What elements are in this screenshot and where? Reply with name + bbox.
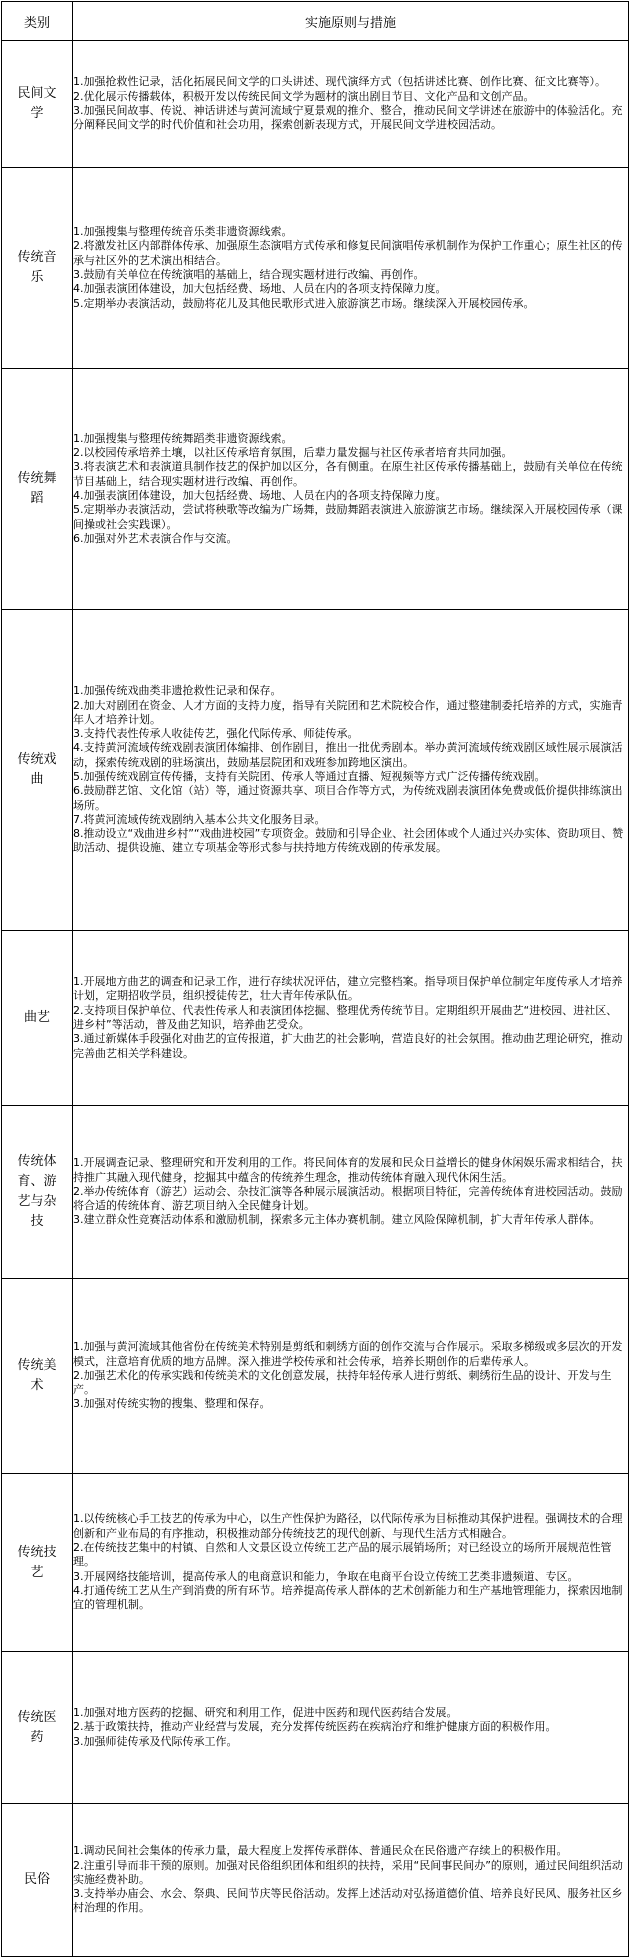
table-row — [2, 168, 629, 369]
table-row — [2, 931, 629, 1106]
measures-table — [1, 1, 629, 1957]
table-row — [2, 1279, 629, 1474]
table-row — [2, 1804, 629, 1957]
category-label: 民俗 — [23, 1872, 50, 1887]
measure-item: 4.打通传统工艺从生产到消费的所有环节。培养提高传承人群体的艺术创新能力和生产基地管理能力，探索因地制宜的管理机制。 — [73, 1583, 623, 1612]
category-label: 曲艺 — [23, 1010, 50, 1025]
category-label: 传统美术 — [17, 1358, 57, 1393]
measure-item: 2.支持项目保护单位、代表性传承人和表演团体挖掘、整理优秀传统节目。定期组织开展曲艺“进校园、进社区、进乡村”等活动，普及曲艺知识，培养曲艺受众。 — [73, 1003, 618, 1031]
category-cell — [2, 369, 73, 610]
measure-item: 1.加强对地方医药的挖掘、研究和利用工作，促进中医药和现代医药结合发展。 — [73, 1706, 458, 1720]
measure-item: 1.开展地方曲艺的调查和记录工作，进行存续状况评估，建立完整档案。指导项目保护单位制定年度传承人才培养计划，定期招收学员，组织授徒传艺，壮大青年传承队伍。 — [73, 975, 623, 1003]
table-row — [2, 1652, 629, 1804]
measure-item: 1.加强搜集与整理传统舞蹈类非遗资源线索。 — [73, 431, 293, 445]
measure-item: 6.鼓励群艺馆、文化馆（站）等，通过资源共享、项目合作等方式，为传统戏剧表演团体免费或低价提供排练演出场所。 — [73, 784, 623, 812]
category-label: 传统医药 — [17, 1709, 57, 1745]
measure-item: 2.以校园传承培养土壤，以社区传承培育氛围，后辈力量发掘与社区传承者培育共同加强。 — [73, 446, 513, 460]
measure-item: 3.通过新媒体手段强化对曲艺的宣传报道，扩大曲艺的社会影响，营造良好的社会氛围。推动曲艺理论研究，推动完善曲艺相关学科建设。 — [73, 1032, 623, 1060]
measures-cell — [73, 41, 629, 168]
measure-item: 7.将黄河流域传统戏剧纳入基本公共文化服务目录。 — [73, 812, 326, 826]
category-label: 传统技艺 — [17, 1544, 57, 1580]
measure-item: 1.开展调查记录、整理研究和开发利用的工作。将民间体育的发展和民众日益增长的健身休闲娱乐需求相结合，扶持推广其融入现代健身，挖掘其中蕴含的传统养生理念，推动传统体育融入现代休闲生活。 — [73, 1156, 623, 1184]
measure-item: 2.举办传统体育（游艺）运动会、杂技汇演等各种展示展演活动。根据项目特征，完善传统体育进校园活动。鼓励将合适的传统体育、游艺项目纳入全民健身计划。 — [73, 1184, 623, 1213]
category-label: 传统戏曲 — [17, 752, 57, 787]
measures-cell — [73, 1279, 629, 1474]
category-cell — [2, 1106, 73, 1279]
measure-item: 2.基于政策扶持，推动产业经营与发展，充分发挥传统医药在疾病治疗和维护健康方面的积极作用。 — [73, 1720, 557, 1734]
table-row — [2, 610, 629, 931]
header-measures: 实施原则与措施 — [73, 2, 629, 41]
table-row — [2, 1474, 629, 1652]
measure-item: 5.定期举办表演活动，尝试将秧歌等改编为广场舞，鼓励舞蹈表演进入旅游演艺市场。继续深入开展校园传承（课间操或社会实践课）。 — [73, 503, 623, 531]
header-row — [2, 2, 629, 41]
category-label: 传统音乐 — [17, 250, 57, 285]
measure-item: 3.加强对传统实物的搜集、整理和保存。 — [73, 1397, 271, 1411]
category-cell — [2, 1652, 73, 1804]
measure-item: 1.调动民间社会集体的传承力量，最大程度上发挥传承群体、普通民众在民俗遗产存续上的积极作用。 — [73, 1844, 568, 1858]
measure-item: 3.支持举办庙会、水会、祭典、民间节庆等民俗活动。发挥上述活动对弘扬道德价值、培养良好民风、服务社区乡村治理的作用。 — [73, 1887, 623, 1915]
category-cell — [2, 1474, 73, 1652]
measure-item: 2.优化展示传播载体，积极开发以传统民间文学为题材的演出剧目节目、文化产品和文创产品。 — [73, 89, 535, 103]
measure-item: 1.加强抢救性记录，活化拓展民间文学的口头讲述、现代演绎方式（包括讲述比赛、创作比赛、征文比赛等）。 — [73, 75, 606, 89]
measure-item: 4.加强表演团体建设，加大包括经费、场地、人员在内的各项支持保障力度。 — [73, 489, 447, 502]
measure-item: 8.推动设立“戏曲进乡村”“戏曲进校园”专项资金。鼓励和引导企业、社会团体或个人通过兴办实体、资助项目、赞助活动、提供设施、建立专项基金等形式参与扶持地方传统戏剧的传承发展。 — [73, 827, 624, 855]
measure-item: 2.在传统技艺集中的村镇、自然和人文景区设立传统工艺产品的展示展销场所；对已经设立的场所开展规范性管理。 — [73, 1541, 612, 1569]
measure-item: 1.加强搜集与整理传统音乐类非遗资源线索。 — [73, 225, 293, 239]
measure-item: 3.加强民间故事、传说、神话讲述与黄河流域宁夏景观的推介、整合，推动民间文学讲述在旅游中的体验活化。充分阐释民间文学的时代价值和社会功用，探索创新表现方式，开展民间文学进校园活动。 — [73, 104, 623, 132]
measure-item: 2.注重引导而非干预的原则。加强对民俗组织团体和组织的扶持，采用“民间事民间办”的原则，通过民间组织活动实施经费补助。 — [73, 1858, 623, 1886]
measures-cell — [73, 1474, 629, 1652]
measures-cell — [73, 1106, 629, 1279]
category-cell — [2, 1804, 73, 1957]
measure-item: 2.将激发社区内部群体传承、加强原生态演唱方式传承和修复民间演唱传承机制作为保护工作重心；原生社区的传承与社区外的艺术演出相结合。 — [73, 239, 623, 267]
measure-item: 3.鼓励有关单位在传统演唱的基础上，结合现实题材进行改编、再创作。 — [73, 268, 425, 281]
category-label: 民间文学 — [17, 86, 57, 121]
measure-item: 4.支持黄河流域传统戏剧表演团体编排、创作剧目，推出一批优秀剧本。举办黄河流域传统戏剧区域性展示展演活动，探索传统戏剧的驻场演出，鼓励基层院团和戏班参加跨地区演出。 — [73, 741, 623, 769]
measure-item: 3.支持代表性传承人收徒传艺，强化代际传承、师徒传承。 — [73, 727, 359, 741]
category-cell — [2, 931, 73, 1106]
measure-item: 3.开展网络技能培训，提高传承人的电商意识和能力，争取在电商平台设立传统工艺类非遗频道、专区。 — [73, 1569, 579, 1583]
measure-item: 6.加强对外艺术表演合作与交流。 — [73, 531, 238, 545]
measure-item: 3.将表演艺术和表演道具制作技艺的保护加以区分，各有侧重。在原生社区传承传播基础上，鼓励有关单位在传统节目基础上，结合现实题材进行改编、再创作。 — [73, 460, 623, 488]
category-cell — [2, 168, 73, 369]
measure-item: 5.加强传统戏剧宣传传播，支持有关院团、传承人等通过直播、短视频等方式广泛传播传统戏剧。 — [73, 770, 546, 783]
measures-cell — [73, 168, 629, 369]
table-row — [2, 41, 629, 168]
measure-item: 2.加强艺术化的传承实践和传统美术的文化创意发展，扶持年轻传承人进行剪纸、刺绣衍生品的设计、开发与生产。 — [73, 1368, 612, 1397]
measure-item: 3.加强师徒传承及代际传承工作。 — [73, 1734, 238, 1748]
measures-cell — [73, 1652, 629, 1804]
measures-cell — [73, 1804, 629, 1957]
category-cell — [2, 610, 73, 931]
measure-item: 1.加强与黄河流域其他省份在传统美术特别是剪纸和刺绣方面的创作交流与合作展示。采取多梯级或多层次的开发模式，注意培育优质的地方品牌。深入推进学校传承和社会传承，培养长期创作的后辈传承人。 — [73, 1340, 623, 1368]
measure-item: 3.建立群众性竞赛活动体系和激励机制，探索多元主体办赛机制。建立风险保障机制，扩大青年传承人群体。 — [73, 1213, 601, 1227]
measure-item: 2.加大对剧团在资金、人才方面的支持力度，指导有关院团和艺术院校合作，通过整建制委托培养的方式，实施青年人才培养计划。 — [73, 698, 623, 726]
measure-item: 1.以传统核心手工技艺的传承为中心，以生产性保护为路径，以代际传承为目标推动其保护进程。强调技术的合理创新和产业布局的有序推动，积极推动部分传统技艺的现代创新、与现代生活方式相融合。 — [73, 1512, 623, 1540]
measure-item: 5.定期举办表演活动，鼓励将花儿及其他民歌形式进入旅游演艺市场。继续深入开展校园传承。 — [73, 296, 535, 310]
header-category: 类别 — [2, 2, 73, 41]
category-label: 传统舞蹈 — [17, 471, 57, 506]
table-row — [2, 369, 629, 610]
table-row — [2, 1106, 629, 1279]
measures-cell — [73, 369, 629, 610]
category-cell — [2, 1279, 73, 1474]
category-label: 传统体育、游艺与杂技 — [17, 1154, 57, 1229]
measure-item: 1.加强传统戏曲类非遗抢救性记录和保存。 — [73, 684, 282, 698]
category-cell — [2, 41, 73, 168]
measures-cell — [73, 610, 629, 931]
measures-cell — [73, 931, 629, 1106]
measure-item: 4.加强表演团体建设，加大包括经费、场地、人员在内的各项支持保障力度。 — [73, 282, 447, 296]
